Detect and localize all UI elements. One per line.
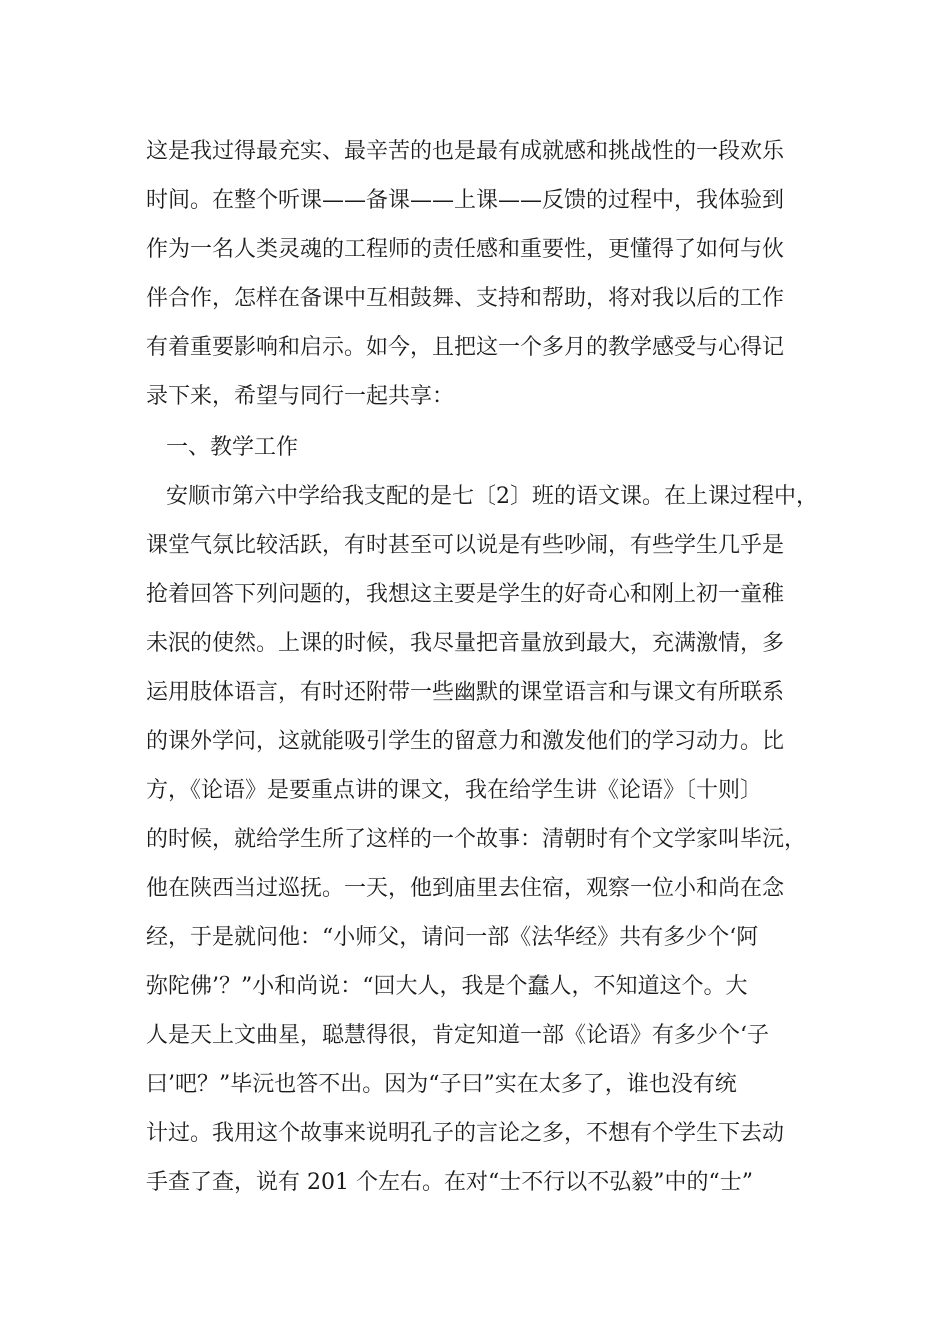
paragraph-line: 曰’吧？”毕沅也答不出。因为“子曰”实在太多了，谁也没有统 [146,1072,737,1097]
paragraph-line: 弥陀佛’？”小和尚说：“回大人，我是个蠢人，不知道这个。大 [146,974,748,999]
paragraph-line: 录下来，希望与同行一起共享： [146,384,455,409]
paragraph-line: 方，《论语》是要重点讲的课文，我在给学生讲《论语》〔十则〕 [146,778,763,803]
paragraph-line: 抢着回答下列问题的，我想这主要是学生的好奇心和刚上初一童稚 [146,582,785,607]
paragraph-line: 安顺市第六中学给我支配的是七〔2〕班的语文课。在上课过程中， [166,484,818,509]
paragraph-line: 他在陕西当过巡抚。一天，他到庙里去住宿，观察一位小和尚在念 [146,876,785,901]
paragraph-line: 有着重要影响和启示。如今，且把这一个多月的教学感受与心得记 [146,335,785,360]
paragraph-line: 计过。我用这个故事来说明孔子的言论之多，不想有个学生下去动 [146,1121,785,1146]
paragraph-line: 时间。在整个听课——备课——上课——反馈的过程中，我体验到 [146,188,785,213]
paragraph-line: 作为一名人类灵魂的工程师的责任感和重要性，更懂得了如何与伙 [146,237,785,262]
paragraph-line: 这是我过得最充实、最辛苦的也是最有成就感和挑战性的一段欢乐 [146,139,785,164]
paragraph-line: 的时候，就给学生所了这样的一个故事：清朝时有个文学家叫毕沅， [146,827,807,852]
paragraph-line: 运用肢体语言，有时还附带一些幽默的课堂语言和与课文有所联系 [146,680,785,705]
paragraph-line: 课堂气氛比较活跃，有时甚至可以说是有些吵闹，有些学生几乎是 [146,533,785,558]
section-heading: 一、教学工作 [166,435,299,460]
paragraph-line: 的课外学问，这就能吸引学生的留意力和激发他们的学习动力。比 [146,729,785,754]
paragraph-line: 手查了查，说有 201 个左右。在对“士不行以不弘毅”中的“士” [146,1170,753,1195]
paragraph-line: 经，于是就问他：“小师父，请问一部《法华经》共有多少个‘阿 [146,925,759,950]
paragraph-line: 伴合作，怎样在备课中互相鼓舞、支持和帮助，将对我以后的工作 [146,286,785,311]
paragraph-line: 人是天上文曲星，聪慧得很，肯定知道一部《论语》有多少个‘子 [146,1023,769,1048]
paragraph-line: 未泯的使然。上课的时候，我尽量把音量放到最大，充满激情，多 [146,631,785,656]
